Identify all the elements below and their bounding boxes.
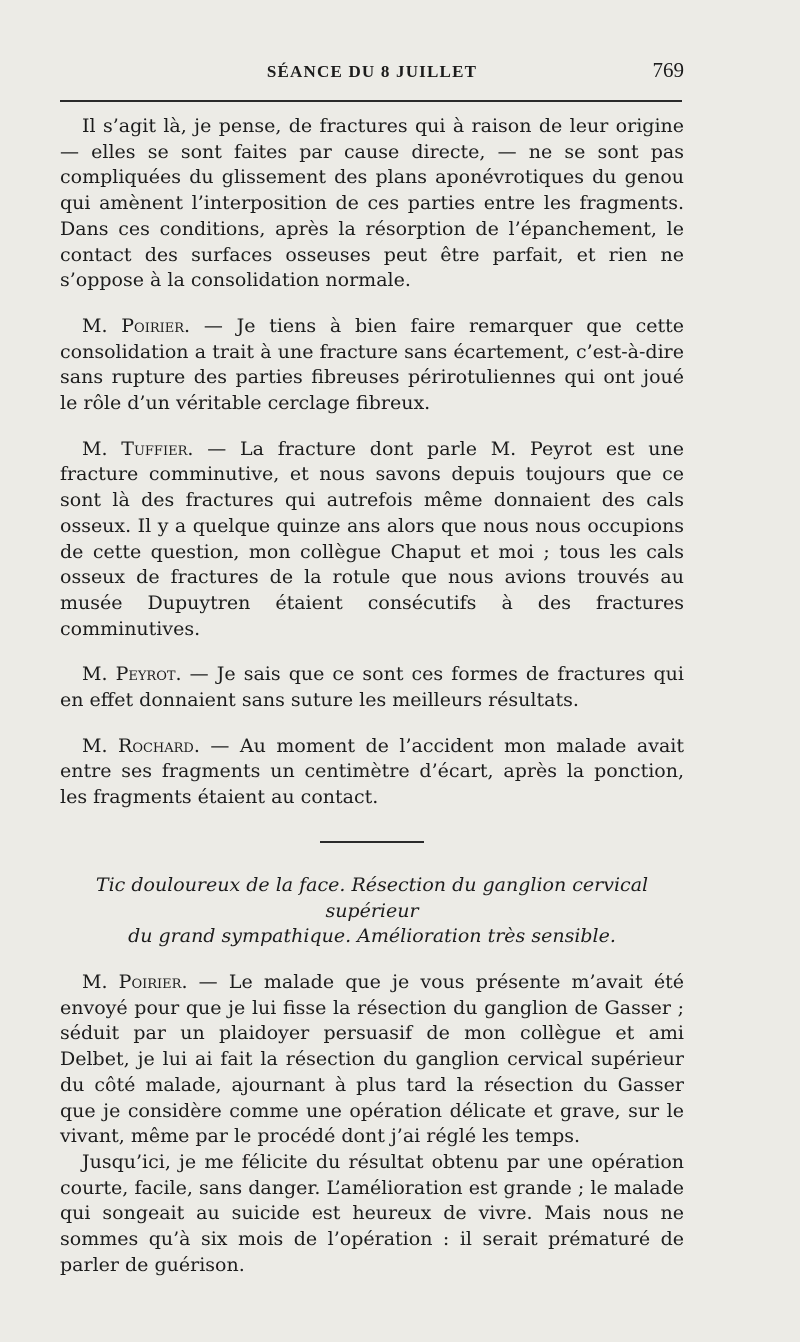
paragraph <box>60 734 684 811</box>
paragraph <box>60 970 684 1150</box>
speaker-name: M. Tuffier. <box>82 437 194 460</box>
section-title-line: Tic douloureux de la face. Résection du ganglion cervical supérieur <box>95 873 649 922</box>
paragraph <box>60 662 684 713</box>
speaker-name: M. Poirier. <box>82 314 191 337</box>
paragraph <box>60 114 684 294</box>
paragraph-text: — Je tiens à bien faire remarquer que cette consolidation a trait à une fracture sans écartement, c’est-à-dire sans rupture des parties fibreuses périrotuliennes qui ont joué le rôle d’un véritable cerclage fibreux. <box>60 314 684 415</box>
speaker-name: M. Poirier. <box>82 970 188 993</box>
section-title <box>60 873 684 950</box>
paragraph-text: Il s’agit là, je pense, de fractures qui à raison de leur origine — elles se sont faites par cause directe, — ne se sont pas compliquées du glissement des plans aponévrotiques du genou qui amènent l’interposition de ces parties entre les fragments. Dans ces conditions, après la résorption de l’épanchement, le contact des surfaces osseuses peut être parfait, et rien ne s’oppose à la consolidation normale. <box>60 115 684 292</box>
section-divider <box>320 841 424 843</box>
paragraph-text: Jusqu’ici, je me félicite du résultat obtenu par une opération courte, facile, sans danger. L’amélioration est grande ; le malade qui songeait au suicide est heureux de vivre. Mais nous ne sommes qu’à six mois de l’opération : il serait prématuré de parler de guérison. <box>60 1150 684 1276</box>
spacer <box>60 950 684 970</box>
speaker-name: M. Peyrot. <box>82 663 182 686</box>
paragraph-text: — La fracture dont parle M. Peyrot est une fracture comminutive, et nous savons depuis toujours que ce sont là des fractures qui autrefois même donnaient des cals osseux. Il y a quelque quinze ans alors que nous nous occupions de cette question, mon collègue Chaput et moi ; tous les cals osseux de fractures de la rotule que nous avions trouvés au musée Dupuytren étaient consécutifs à des fractures comminutives. <box>60 437 684 640</box>
header-rule <box>60 100 682 102</box>
page-header <box>60 58 684 88</box>
paragraph-text: — Au moment de l’accident mon malade avait entre ses fragments un centimètre d’écart, après la ponction, les fragments étaient au contact. <box>60 734 684 809</box>
page-number: 769 <box>652 58 684 82</box>
speaker-name: M. Rochard. <box>82 734 200 757</box>
running-head: SÉANCE DU 8 JUILLET <box>266 62 478 81</box>
section-title-line: du grand sympathique. Amélioration très sensible. <box>128 925 616 948</box>
paragraph-text: — Le malade que je vous présente m’avait été envoyé pour que je lui fisse la résection du ganglion de Gasser ; séduit par un plaidoyer persuasif de mon collègue et ami Delbet, je lui ai fait la résection du ganglion cervical supérieur du côté malade, ajournant à plus tard la résection du Gasser que je considère comme une opération délicate et grave, sur le vivant, même par le procédé dont j’ai réglé les temps. <box>60 970 684 1148</box>
paragraph <box>60 1150 684 1279</box>
paragraph <box>60 314 684 417</box>
page-body <box>60 114 684 1278</box>
paragraph-text: — Je sais que ce sont ces formes de fractures qui en effet donnaient sans suture les meilleurs résultats. <box>60 663 684 712</box>
paragraph <box>60 437 684 643</box>
